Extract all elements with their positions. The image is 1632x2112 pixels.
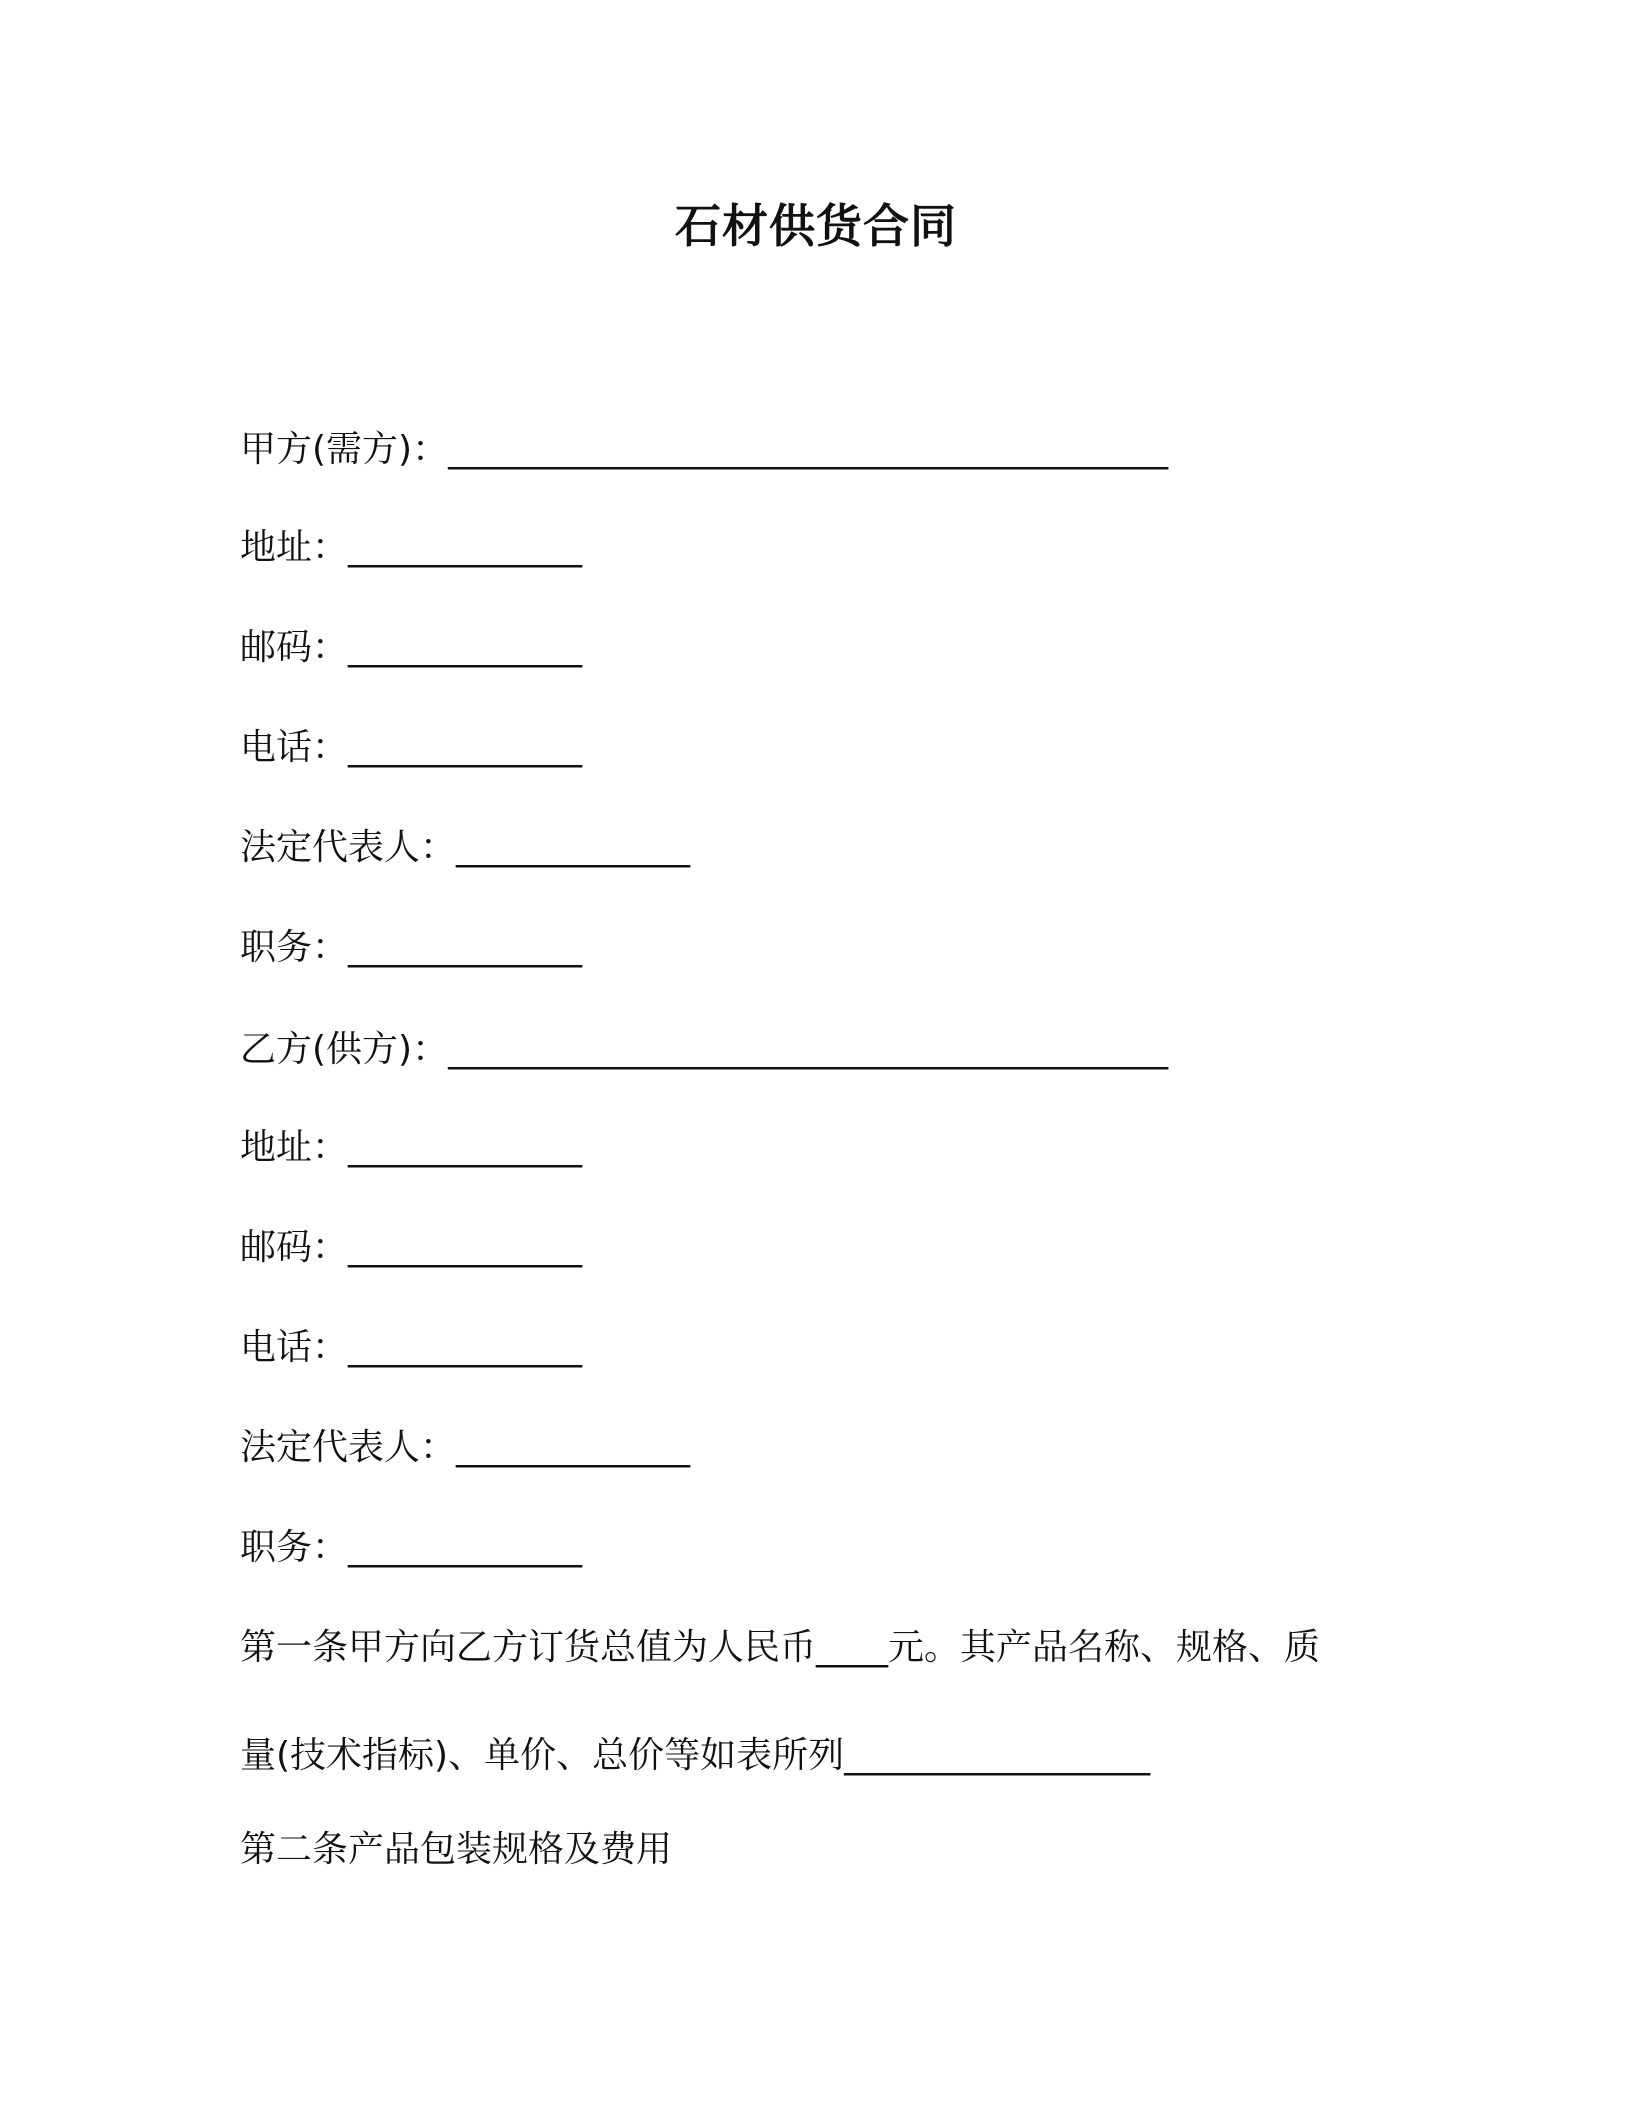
article-1-line-1: 第一条甲方向乙方订货总值为人民币____元。其产品名称、规格、质 xyxy=(240,1627,1321,1668)
party-b-zip: 邮码：_____________ xyxy=(240,1227,583,1268)
party-b-phone: 电话：_____________ xyxy=(240,1327,583,1368)
party-b-address: 地址：_____________ xyxy=(240,1127,583,1168)
article-1-line-2: 量(技术指标)、单价、总价等如表所列_________________ xyxy=(240,1735,1151,1776)
document-title: 石材供货合同 xyxy=(675,199,957,253)
party-a-position: 职务：_____________ xyxy=(240,927,583,968)
article-2-heading: 第二条产品包装规格及费用 xyxy=(240,1829,673,1870)
party-a-legal-rep: 法定代表人：_____________ xyxy=(240,827,691,868)
party-a-phone: 电话：_____________ xyxy=(240,727,583,768)
party-a-heading: 甲方(需方)：________________________________________ xyxy=(240,429,1169,470)
party-b-legal-rep: 法定代表人：_____________ xyxy=(240,1427,691,1468)
party-b-heading: 乙方(供方)：________________________________________ xyxy=(240,1029,1169,1070)
party-a-address: 地址：_____________ xyxy=(240,527,583,568)
party-a-zip: 邮码：_____________ xyxy=(240,627,583,668)
party-b-position: 职务：_____________ xyxy=(240,1527,583,1568)
